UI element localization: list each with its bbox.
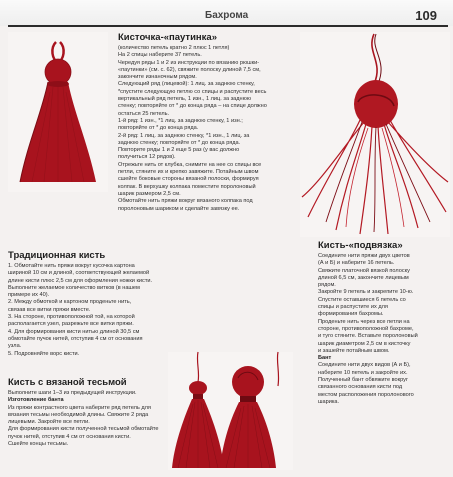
traditional-tassel-text xyxy=(8,263,183,358)
text-line: заднюю стенку; повторяйте от * до конца ряда. xyxy=(118,139,241,146)
text-line: получиться 12 рядов). xyxy=(118,154,176,161)
text-line: Выполните шаги 1–3 из предыдущей инструкции. xyxy=(8,390,137,396)
text-line: 3. На стороне, противоположной той, на которой xyxy=(8,314,135,321)
text-line: вертикальный ряд петель, 1 изн., 1 лиц. за заднюю xyxy=(118,96,252,103)
knitted-band-tassel-text xyxy=(8,390,183,448)
text-line: Для формирования кисти полученной тесьмой обмотайте xyxy=(8,426,159,433)
text-line: Чередуя ряды 1 и 2 из инструкции по вязанию рюшки- xyxy=(118,59,260,66)
text-line: шириной 10 см и длиной, соответствующей желаемой xyxy=(8,270,150,277)
pendant-tassel-illustration xyxy=(300,32,450,237)
text-line: (количество петель кратно 2 плюс 1 петля) xyxy=(118,45,230,51)
text-line: Выполните желаемое количество витков (в нашем xyxy=(8,284,140,291)
text-line: Полученный бант обвяжите вокруг xyxy=(318,377,408,384)
text-line: длиной 6,5 см, закончите лицевым xyxy=(318,274,409,281)
text-line: связанного основания кисти под xyxy=(318,384,403,391)
text-line: петли, стяните их и крепко завяжите. Потайным швом xyxy=(118,169,259,176)
text-line: 1. Обмотайте нить пряжи вокруг кусочка картона xyxy=(8,263,135,269)
text-line: закончите изнаночным рядом. xyxy=(118,74,197,81)
text-line: Проденьте нить через все петли на xyxy=(318,318,410,325)
web-tassel-text xyxy=(118,45,300,213)
text-line: (А и Б) и наберите 16 петель. xyxy=(318,260,395,267)
text-line: 5. Подровняйте ворс кисти. xyxy=(8,350,80,357)
text-line: и зашейте потайным швом. xyxy=(318,347,390,354)
section-title: Бахрома xyxy=(205,10,249,21)
header-rule xyxy=(8,25,448,27)
text-line: располагается узел, разрежьте все витки пряжи. xyxy=(8,321,134,328)
text-line: поролоновым шариком и сделайте завязку ее. xyxy=(118,205,240,212)
pendant-tassel-text xyxy=(318,253,450,406)
text-line: 1-й ряд: 1 изн., *1 лиц. за заднюю стенку, 1 изн.; xyxy=(118,117,243,124)
text-line: Сшейте концы тесьмы. xyxy=(8,441,69,448)
text-line: шарик диаметром 2,5 см в кисточку xyxy=(318,340,411,347)
photo-web-tassel xyxy=(8,32,108,192)
text-line: повторяйте от * до конца ряда. xyxy=(118,125,199,132)
pendant-tassel-title: Кисть-«подвязка» xyxy=(318,240,403,251)
traditional-tassels-illustration xyxy=(168,352,293,470)
photo-pendant-tassel xyxy=(300,32,450,237)
text-line: сшейте боковые стороны вязаной полоски, формируя xyxy=(118,176,259,183)
text-line: спицы и распустите их для xyxy=(318,304,388,311)
text-line: пучок нитей, отступив 4 см от основания кисти. xyxy=(8,433,131,440)
text-line: местом расположения поролонового xyxy=(318,391,414,398)
text-line: «паутинки» (см. с. 62), свяжите полоску длиной 7,5 см, xyxy=(118,66,261,73)
text-line: Отрежьте нить от клубка, снимите на нее со спицы все xyxy=(118,161,262,168)
text-line: и туго стяните. Вставьте поролоновый xyxy=(318,333,418,340)
text-line: лицевыми. Закройте все петли. xyxy=(8,419,90,426)
text-line: 2-й ряд: 1 лиц. за заднюю стенку, *1 изн., 1 лиц. за xyxy=(118,132,250,139)
text-line: Спустите оставшиеся 6 петель со xyxy=(318,296,406,303)
text-line: вязания тесьмы необходимой длины. Свяжите 2 ряда xyxy=(8,411,149,418)
text-line: формирования бахромы. xyxy=(318,311,384,318)
text-line: стенку; повторяйте от * до конца ряда – на спице должно xyxy=(118,103,267,110)
text-line: примере их 40). xyxy=(8,292,50,299)
traditional-tassel-title: Традиционная кисть xyxy=(8,250,106,261)
knitted-band-tassel-title: Кисть с вязаной тесьмой xyxy=(8,377,127,388)
web-tassel-title: Кисточка-«паутинка» xyxy=(118,32,217,43)
text-line: длине кисти плюс 2,5 см для оформления ножки кисти. xyxy=(8,277,153,284)
text-line: остаться 25 петель. xyxy=(118,110,170,117)
text-line: Закройте 9 петель и закрепите 10-ю. xyxy=(318,289,414,296)
page-number: 109 xyxy=(415,8,437,23)
text-line: Из пряжи контрастного цвета наберите ряд петель для xyxy=(8,404,151,411)
text-line: стороне, противоположной бахроме, xyxy=(318,325,414,332)
text-line: шарик размером 2,5 см. xyxy=(118,190,181,197)
text-line: Свяжите платочной вязкой полоску xyxy=(318,267,410,274)
text-line: рядом. xyxy=(318,282,336,289)
text-line: 4. Для формирования кисти нитью длиной 30,5 см xyxy=(8,328,140,335)
text-line: Соедините нити двух видов (А и Б), xyxy=(318,362,411,369)
text-line: колпак. В верхушку колпака поместите поролоновый xyxy=(118,183,256,190)
text-line: Повторите ряды 1 и 2 еще 5 раз (у вас должно xyxy=(118,147,240,154)
text-line: наберите 10 петель и закройте их. xyxy=(318,369,408,376)
photo-traditional-tassels xyxy=(168,352,293,470)
text-line: узла. xyxy=(8,343,22,350)
text-line: *спустите следующую петлю со спицы и распустите весь xyxy=(118,88,267,95)
text-line: На 2 спицы наберите 37 петель. xyxy=(118,52,202,59)
text-line: связав все витки пряжи вместе. xyxy=(8,306,91,313)
bow-subtitle: Бант xyxy=(318,355,332,362)
text-line: 2. Между обмоткой и картоном проденьте нить, xyxy=(8,299,132,306)
bow-subtitle: Изготовление банта xyxy=(8,397,64,404)
text-line: шарика. xyxy=(318,398,340,405)
text-line: Соедините нити пряжи двух цветов xyxy=(318,253,410,259)
text-line: Следующий ряд (лицевой): 1 лиц. за заднюю стенку, xyxy=(118,81,255,88)
text-line: Обмотайте нить пряжи вокруг вязаного колпака под xyxy=(118,198,253,205)
text-line: обмотайте пучок нитей, отступив 4 см от основания xyxy=(8,335,143,342)
web-tassel-illustration xyxy=(8,32,108,192)
